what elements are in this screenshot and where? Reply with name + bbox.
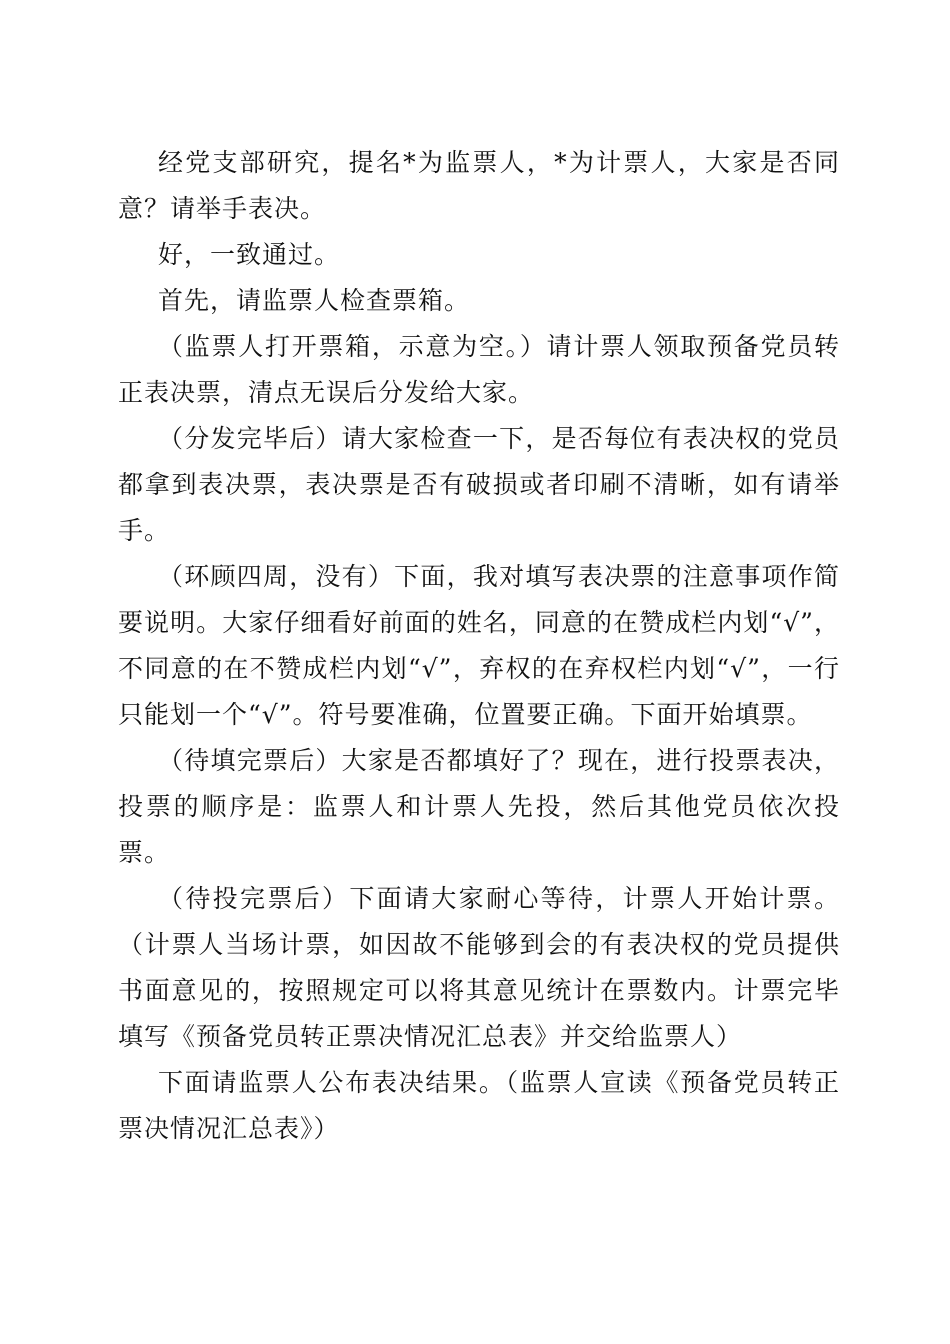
- paragraph-nomination: 经党支部研究，提名*为监票人，*为计票人，大家是否同意？请举手表决。: [118, 148, 840, 223]
- document-body: [118, 140, 840, 1152]
- paragraph-voting-order: （待填完票后）大家是否都填好了？现在，进行投票表决，投票的顺序是：监票人和计票人先投，然后其他党员依次投票。: [118, 746, 840, 867]
- paragraph-check-ballot-box: 首先，请监票人检查票箱。: [158, 286, 471, 315]
- paragraph-verify-ballots: （分发完毕后）请大家检查一下，是否每位有表决权的党员都拿到表决票，表决票是否有破损或者印刷不清晰，如有请举手。: [118, 424, 840, 545]
- paragraph-announce-results: 下面请监票人公布表决结果。（监票人宣读《预备党员转正票决情况汇总表》）: [118, 1068, 840, 1143]
- paragraph-filling-instructions: （环顾四周，没有）下面，我对填写表决票的注意事项作简要说明。大家仔细看好前面的姓名，同意的在赞成栏内划“√”，不同意的在不赞成栏内划“√”，弃权的在弃权栏内划“√”，一行只能划一个“√”。符号要准确，位置要正确。下面开始填票。: [118, 562, 840, 729]
- paragraph-counting: （待投完票后）下面请大家耐心等待，计票人开始计票。（计票人当场计票，如因故不能够到会的有表决权的党员提供书面意见的，按照规定可以将其意见统计在票数内。计票完毕填写《预备党员转正票决情况汇总表》并交给监票人）: [118, 884, 840, 1051]
- paragraph-approved: 好，一致通过。: [158, 240, 341, 269]
- paragraph-distribute-ballots: （监票人打开票箱，示意为空。）请计票人领取预备党员转正表决票，清点无误后分发给大家。: [118, 332, 840, 407]
